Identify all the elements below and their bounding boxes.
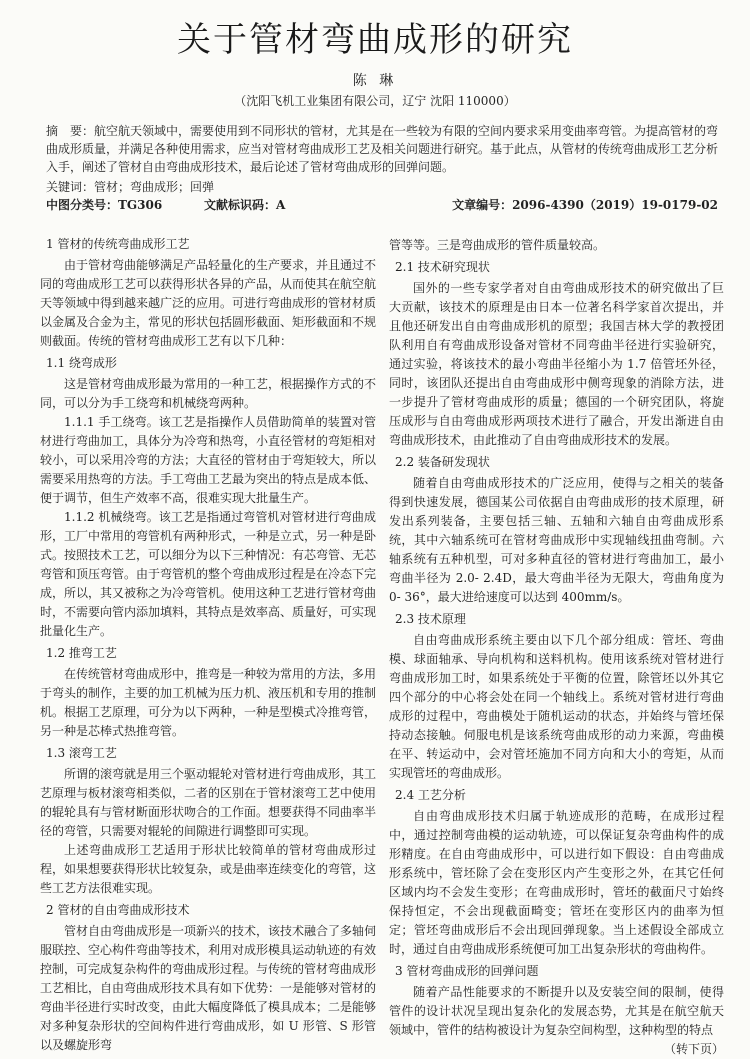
body-paragraph: 管材自由弯曲成形是一项新兴的技术，该技术融合了多轴伺服联控、空心构件弯曲等技术，利用对成形模具运动轨迹的有效控制，可完成复杂构件的弯曲成形过程。与传统的管材弯曲成形工艺相比，自由弯曲成形技术具有如下优势：一是能够对管材的弯曲半径进行实时改变，由此大幅度降低了模具成本；二是能够对多种复杂形状的空间构件进行弯曲成形，如 U 形管、S 形管以及螺旋形弯 <box>40 924 377 1052</box>
article-number: 文章编号：2096-4390（2019）19-0179-02 <box>452 198 718 212</box>
author-affiliation: （沈阳飞机工业集团有限公司，辽宁 沈阳 110000） <box>234 94 516 108</box>
abstract: 摘 要：航空航天领域中，需要使用到不同形状的管材，尤其是在一些较为有限的空间内要求采用变曲率弯管。为提高管材的弯曲成形质量，并满足各种使用需求，应当对管材弯曲成形工艺及相关问题进行研究。基于此点，从管材的传统弯曲成形工艺分析入手，阐述了管材自由弯曲成形技术，最后论述了管材弯曲成形的回弹问题。 <box>46 124 719 174</box>
right-column <box>389 236 724 1059</box>
continued-note: （转下页） <box>663 1042 724 1056</box>
section-heading: 1 管材的传统弯曲成形工艺 <box>46 237 190 251</box>
section-heading: 2.2 装备研发现状 <box>395 455 490 469</box>
body-paragraph: 由于管材弯曲能够满足产品轻量化的生产要求，并且通过不同的弯曲成形工艺可以获得形状各异的产品，从而使其在航空航天等领域中得到越来越广泛的应用。可进行弯曲成形的管材材质以金属及合金为主，常见的形状包括圆形截面、矩形截面和不规则截面。传统的管材弯曲成形工艺有以下几种： <box>40 258 377 348</box>
document-code: 文献标识码：A <box>204 198 286 212</box>
body-paragraph: 1.1.2 机械绕弯。该工艺是指通过弯管机对管材进行弯曲成形，工厂中常用的弯管机有两种形式，一种是立式，另一种是卧式。按照技术工艺，可以细分为以下三种情况：有芯弯管、无芯弯管和顶压弯管。由于弯管机的整个弯曲成形过程是在冷态下完成，所以，其又被称之为冷弯管机。使用这种工艺进行管材弯曲时，不需要向管内添加填料，其特点是效率高、质量好，可实现批量化生产。 <box>40 510 377 638</box>
body-paragraph: 国外的一些专家学者对自由弯曲成形技术的研究做出了巨大贡献，该技术的原理是由日本一位著名科学家首次提出，并且他还研发出自由弯曲成形机的原型；我国吉林大学的教授团队利用自有弯曲成形设备对管材不同弯曲半径进行实验研究，通过实验，将该技术的最小弯曲半径缩小为 1.7 倍管坯外径，同时，该团队还提出自由弯曲成形中侧弯现象的消除方法，进一步提升了管材弯曲成形的质量；德国的一个研究团队，将旋压成形与自由弯曲成形两项技术进行了融合，开发出渐进自由弯曲成形技术，由此推动了自由弯曲成形技术的发展。 <box>389 281 724 447</box>
body-paragraph: 管等等。三是弯曲成形的管件质量较高。 <box>389 238 606 252</box>
body-paragraph: 上述弯曲成形工艺适用于形状比较简单的管材弯曲成形过程，如果想要获得形状比较复杂，或是曲率连续变化的弯管，这些工艺方法很难实现。 <box>40 843 377 895</box>
paper-title: 关于管材弯曲成形的研究 <box>177 20 573 60</box>
section-heading: 1.1 绕弯成形 <box>46 356 117 370</box>
left-column <box>40 232 376 1055</box>
section-heading: 2 管材的自由弯曲成形技术 <box>46 903 190 917</box>
body-paragraph: 随着自由弯曲成形技术的广泛应用，使得与之相关的装备得到快速发展，德国某公司依据自由弯曲成形的技术原理，研发出系列装备，主要包括三轴、五轴和六轴自由弯曲成形系统，其中六轴系统可在管材弯曲成形中实现轴线扭曲弯制。六轴系统有五种机型，可对多种直径的管材进行弯曲加工，最小弯曲半径为 2.0- 2.4D，最大弯曲半径为无限大，弯曲角度为 0- 36°，最大进给速度可以达到 400mm/s。 <box>389 476 724 604</box>
keywords: 关键词：管材；弯曲成形；回弹 <box>46 180 215 194</box>
section-heading: 1.2 推弯工艺 <box>46 646 117 660</box>
section-heading: 3 管材弯曲成形的回弹问题 <box>395 964 539 978</box>
section-heading: 1.3 滚弯工艺 <box>46 746 117 760</box>
body-paragraph: 自由弯曲成形技术归属于轨迹成形的范畴，在成形过程中，通过控制弯曲模的运动轨迹，可以保证复杂弯曲构件的成形精度。在自由弯曲成形中，可以进行如下假设：自由弯曲成形系统中，管坯除了会在变形区内产生变形之外，在其它任何区域内均不会发生变形；在弯曲成形时，管坯的截面尺寸始终保持恒定，不会出现截面畸变；管坯在变形区内的曲率为恒定；管坯弯曲成形后不会出现回弹现象。当上述假设全部成立时，通过自由弯曲成形系统便可加工出复杂形状的弯曲构件。 <box>389 809 724 956</box>
body-paragraph: 在传统管材弯曲成形中，推弯是一种较为常用的方法，多用于弯头的制作，主要的加工机械为压力机、液压机和专用的推制机。根据工艺原理，可分为以下两种，一种是型模式冷推弯管，另一种是芯棒式热推弯管。 <box>40 667 377 738</box>
author-name: 陈 琳 <box>352 73 398 89</box>
body-paragraph: 1.1.1 手工绕弯。该工艺是指操作人员借助简单的装置对管材进行弯曲加工，具体分为冷弯和热弯，小直径管材的弯矩相对较小，可以采用冷弯的方法；大直径的管材由于弯矩较大，所以需要采用热弯的方法。手工弯曲工艺最为突出的特点是成本低、便于调节，但生产效率不高，很难实现大批量生产。 <box>40 415 377 505</box>
body-paragraph: 这是管材弯曲成形最为常用的一种工艺，根据操作方式的不同，可以分为手工绕弯和机械绕弯两种。 <box>40 377 377 410</box>
body-paragraph: 随着产品性能要求的不断提升以及安装空间的限制，使得管件的设计状况呈现出复杂化的发展态势，尤其是在航空航天领域中，管件的结构被设计为复杂空间构型，这种构型的特点 <box>389 985 724 1037</box>
body-paragraph: 自由弯曲成形系统主要由以下几个部分组成：管坯、弯曲模、球面轴承、导向机构和送料机构。使用该系统对管材进行弯曲成形加工时，如果系统处于平衡的位置，除管坯以外其它四个部分的中心将会处在同一个轴线上。系统对管材进行弯曲成形的过程中，弯曲模处于随机运动的状态，并始终与管坯保持动态接触。伺服电机是该系统弯曲成形的动力来源，弯曲模在平、转运动中，会对管坯施加不同方向和大小的弯矩，从而实现管坯的弯曲成形。 <box>389 633 724 780</box>
section-heading: 2.1 技术研究现状 <box>395 260 490 274</box>
section-heading: 2.4 工艺分析 <box>395 788 466 802</box>
body-paragraph: 所谓的滚弯就是用三个驱动辊轮对管材进行弯曲成形，其工艺原理与板材滚弯相类似，二者的区别在于管材滚弯工艺中使用的辊轮具有与管材断面形状吻合的工作面。想要获得不同曲率半径的弯管，只需要对辊轮的间隙进行调整即可实现。 <box>40 767 377 838</box>
section-heading: 2.3 技术原理 <box>395 612 466 626</box>
clc-number: 中图分类号：TG306 <box>46 198 163 212</box>
